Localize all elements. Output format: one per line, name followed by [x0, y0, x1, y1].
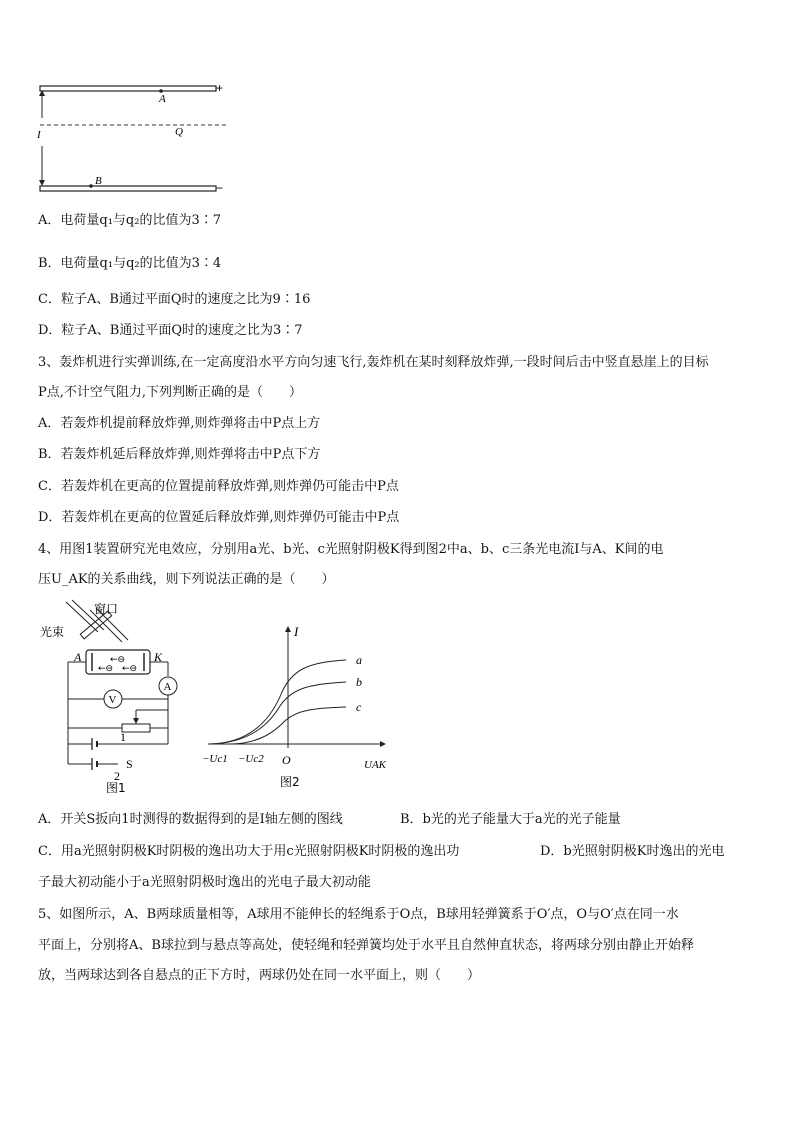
window-label: 窗口 — [94, 602, 119, 616]
curve-a — [210, 660, 346, 744]
figure1-caption: 图1 — [106, 781, 126, 794]
uc1-label: −Uc1 — [202, 753, 228, 765]
label-i: I — [37, 129, 41, 141]
anode-label: A — [74, 650, 82, 664]
uak-axis-arrow — [380, 741, 386, 747]
q3-option-b: B．若轰炸机延后释放炸弹,则炸弹将击中P点下方 — [38, 447, 321, 462]
q3-option-a: A．若轰炸机提前释放炸弹,则炸弹将击中P点上方 — [38, 416, 321, 431]
q4-option-d-line1: D．b光照射阴极K时逸出的光电 — [540, 844, 725, 859]
q4-option-b: B．b光的光子能量大于a光的光子能量 — [400, 812, 621, 827]
slider-arrow — [133, 718, 139, 724]
q3-stem-line2: P点,不计空气阻力,下列判断正确的是（ ） — [38, 385, 303, 400]
switch-label: S — [126, 757, 133, 771]
label-q: Q — [175, 126, 183, 138]
q5-line3: 放，当两球达到各自悬点的正下方时，两球仍处在同一水平面上，则（ ） — [38, 968, 481, 983]
q3-option-c: C．若轰炸机在更高的位置提前释放炸弹,则炸弹仍可能击中P点 — [38, 479, 399, 494]
electron-3: ←⊖ — [122, 664, 138, 674]
q5-line2: 平面上，分别将A、B球拉到与悬点等高处，使轻绳和轻弹簧均处于水平且自然伸直状态，将两球分别由静止开始释 — [38, 938, 694, 953]
voltmeter-label: V — [108, 694, 117, 706]
label-a: A — [159, 93, 166, 105]
iv-curves-figure — [198, 614, 394, 790]
label-b: B — [95, 175, 102, 187]
q4-option-d-line2: 子最大初动能小于a光照射阴极时逸出的光电子最大初动能 — [38, 875, 371, 890]
q2-option-a: A．电荷量q₁与q₂的比值为3∶7 — [38, 213, 221, 228]
figure2-caption: 图2 — [280, 775, 300, 789]
ammeter-label: A — [163, 681, 172, 693]
i-axis-arrow — [285, 626, 291, 632]
photoelectric-circuit-figure — [38, 598, 198, 794]
arrowhead-down — [39, 180, 45, 186]
q2-option-d: D．粒子A、B通过平面Q时的速度之比为3∶7 — [38, 323, 303, 338]
curve-b — [210, 682, 346, 744]
q3-stem-line1: 3、轰炸机进行实弹训练,在一定高度沿水平方向匀速飞行,轰炸机在某时刻释放炸弹,一段时间后击中竖直悬崖上的目标 — [38, 355, 709, 370]
curve-c — [232, 707, 346, 744]
rheostat — [122, 724, 150, 732]
q2-option-b: B．电荷量q₁与q₂的比值为3∶4 — [38, 256, 222, 271]
curve-a-label: a — [356, 653, 362, 667]
beam-label: 光束 — [40, 625, 65, 639]
q4-option-c: C．用a光照射阴极K时阴极的逸出功大于用c光照射阴极K时阴极的逸出功 — [38, 844, 460, 859]
parallel-plates-figure — [30, 78, 230, 198]
curve-b-label: b — [356, 675, 362, 689]
plus-sign: + — [216, 81, 224, 95]
i-axis-label: I — [294, 624, 299, 639]
particle-b-dot — [89, 184, 93, 188]
uc2-label: −Uc2 — [238, 753, 264, 765]
switch-pos-2: 2 — [114, 769, 120, 783]
cathode-label: K — [154, 650, 163, 664]
electron-1: ←⊖ — [110, 655, 126, 665]
uak-label: UAK — [364, 759, 386, 771]
switch-pos-1: 1 — [120, 730, 126, 744]
q4-option-a: A．开关S扳向1时测得的数据得到的是I轴左侧的图线 — [38, 812, 343, 827]
electron-2: ←⊖ — [98, 664, 114, 674]
q3-option-d: D．若轰炸机在更高的位置延后释放炸弹,则炸弹仍可能击中P点 — [38, 510, 400, 525]
q5-line1: 5、如图所示，A、B两球质量相等，A球用不能伸长的轻绳系于O点，B球用轻弹簧系于O′点，O与O′点在同一水 — [38, 907, 679, 922]
origin-label: O — [282, 753, 291, 767]
minus-sign: − — [216, 181, 224, 195]
q2-option-c: C．粒子A、B通过平面Q时的速度之比为9∶16 — [38, 292, 311, 307]
q4-stem-line1: 4、用图1装置研究光电效应，分别用a光、b光、c光照射阴极K得到图2中a、b、c三条光电流I与A、K间的电 — [38, 542, 664, 557]
bottom-plate — [40, 186, 216, 191]
curve-c-label: c — [356, 700, 362, 714]
top-plate — [40, 86, 216, 91]
q4-stem-line2: 压U_AK的关系曲线，则下列说法正确的是（ ） — [38, 572, 335, 587]
